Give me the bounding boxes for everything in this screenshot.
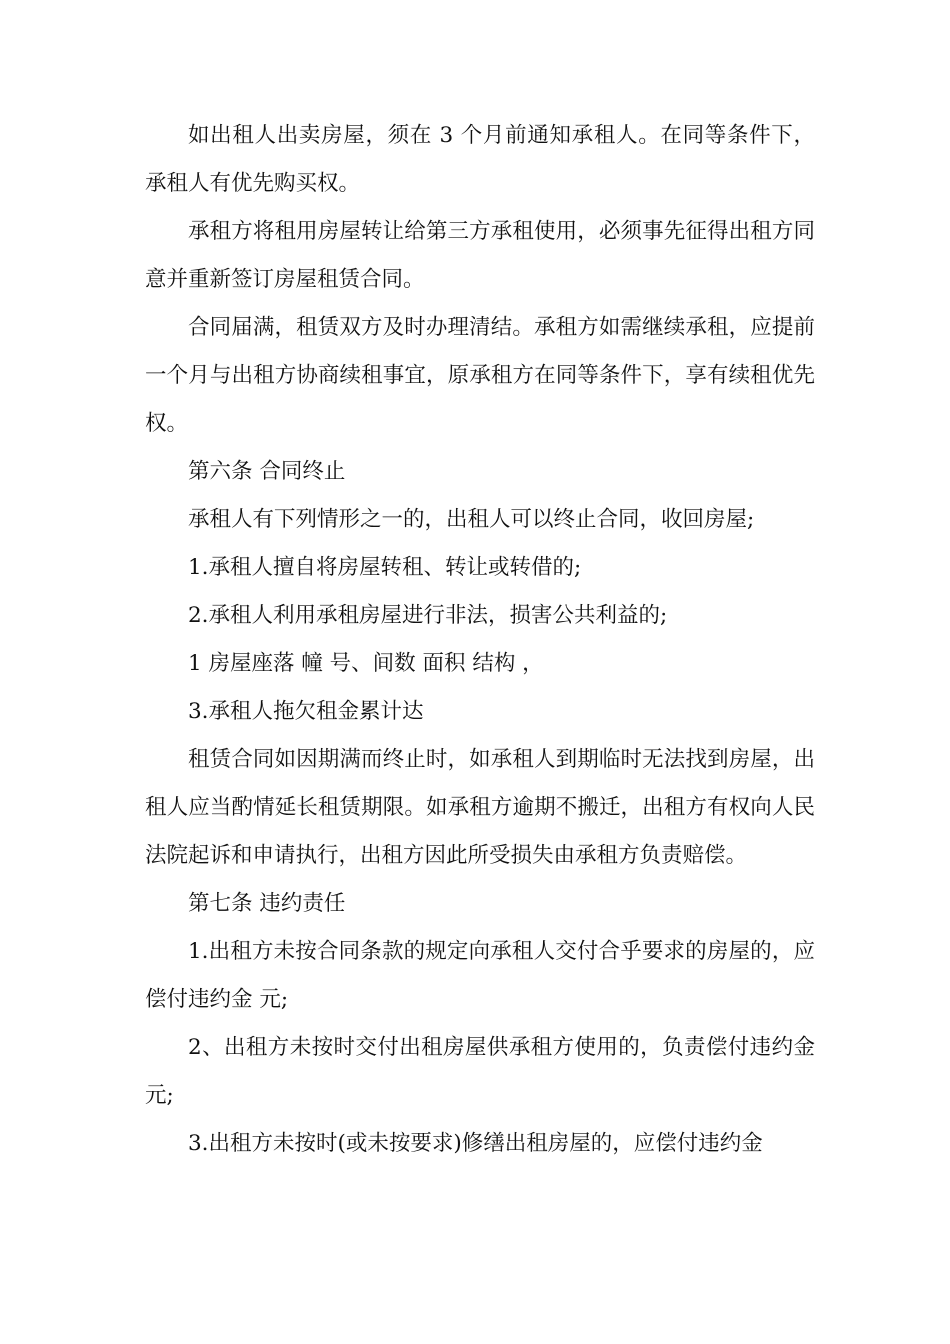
list-item-illegal-use: 2.承租人利用承租房屋进行非法，损害公共利益的; bbox=[188, 603, 668, 628]
paragraph-priority-purchase: 如出租人出卖房屋，须在 3 个月前通知承租人。在同等条件下，承租人有优先购买权。 bbox=[145, 123, 815, 196]
paragraph-lease-extension: 租赁合同如因期满而终止时，如承租人到期临时无法找到房屋，出租人应当酌情延长租赁期限。如承租方逾期不搬迁，出租方有权向人民法院起诉和申请执行，出租方因此所受损失由承租方负责赔偿。 bbox=[145, 747, 815, 868]
list-item-penalty-nonconforming: 1.出租方未按合同条款的规定向承租人交付合乎要求的房屋的，应偿付违约金 元; bbox=[145, 939, 815, 1012]
paragraph-sublet-consent: 承租方将租用房屋转让给第三方承租使用，必须事先征得出租方同意并重新签订房屋租赁合同。 bbox=[145, 219, 815, 292]
list-item-sublet: 1.承租人擅自将房屋转租、转让或转借的; bbox=[188, 555, 582, 580]
section-heading-termination: 第六条 合同终止 bbox=[188, 459, 346, 484]
list-item-rent-arrears: 3.承租人拖欠租金累计达 bbox=[188, 699, 424, 724]
document-body bbox=[145, 112, 815, 1168]
paragraph-contract-expiry: 合同届满，租赁双方及时办理清结。承租方如需继续承租，应提前一个月与出租方协商续租事宜，原承租方在同等条件下，享有续租优先权。 bbox=[145, 315, 815, 436]
list-item-property-details: 1 房屋座落 幢 号、间数 面积 结构 ， bbox=[188, 651, 544, 676]
list-item-penalty-late-delivery: 2、出租方未按时交付出租房屋供承租方使用的，负责偿付违约金元; bbox=[145, 1035, 815, 1108]
list-item-penalty-repairs: 3.出租方未按时(或未按要求)修缮出租房屋的，应偿付违约金 bbox=[188, 1131, 763, 1156]
section-heading-liability: 第七条 违约责任 bbox=[188, 891, 346, 916]
paragraph-termination-conditions: 承租人有下列情形之一的，出租人可以终止合同，收回房屋; bbox=[188, 507, 755, 532]
